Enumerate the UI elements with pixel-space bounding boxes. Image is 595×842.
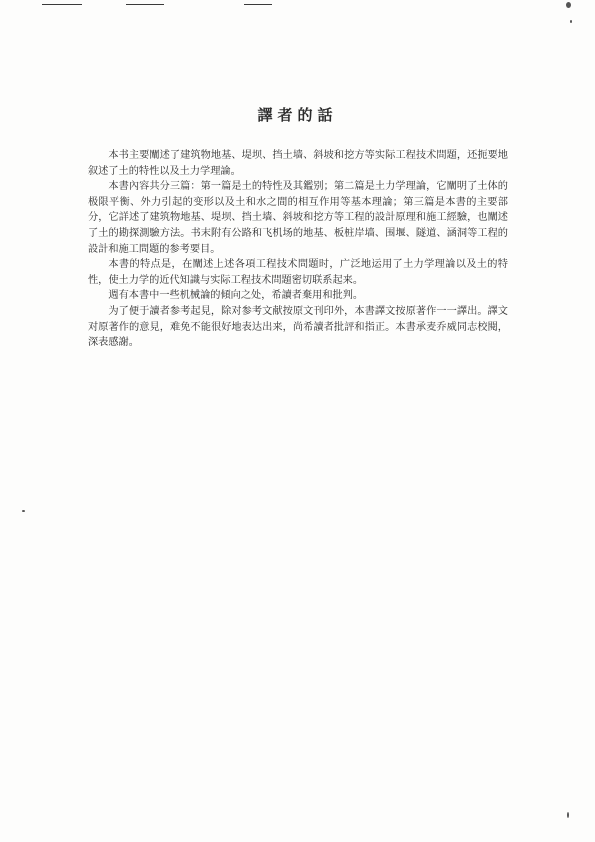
paragraph-1: 本书主要闡述了建筑物地基、堤坝、挡土墙、斜坡和挖方等实际工程技术問題，还扼要地叙述了土的特性以及土力学理論。 [88,150,508,177]
scan-mark-top-right [244,4,272,5]
body-text [88,148,508,351]
scan-speck-left [22,510,25,512]
paragraph-5: 为了便于讀者参考起見，除对参考文献按原文刊印外，本書譯文按原著作一一譯出。譯文对原著作的意見，难免不能很好地表达出来，尚希讀者批評和指正。本書承麦乔威同志校閱，深表感謝。 [88,305,508,349]
paragraph-4: 週有本書中一些机械論的傾向之处，希讀者棄用和批判。 [108,290,364,302]
scan-mark-top-center [126,4,164,5]
scan-speck-bottom [567,812,569,818]
scan-speck-right [566,2,571,8]
paragraph-3: 本書的特点是，在闡述上述各項工程技术問題时，广泛地运用了土力学理論以及土的特性，使土力学的近代知識与实际工程技术問題密切联系起来。 [88,259,508,286]
page-title: 譯者的話 [257,106,338,124]
scan-mark-top-left [42,4,82,5]
scan-speck-right-2 [570,20,572,23]
paragraph-2: 本書內容共分三篇：第一篇是土的特性及其鑑别；第二篇是土力学理論，它闡明了土体的极限平衡、外力引起的变形以及土和水之間的相互作用等基本理論；第三篇是本書的主要部分，它詳述了建筑物地基、堤坝、挡土墙、斜坡和挖方等工程的設計原理和施工經驗，也闡述了土的勘探測驗方法。书末附有公路和飞机场的地基、板桩岸墙、围堰、隧道、涵洞等工程的設計和施工問題的参考要目。 [88,181,508,255]
